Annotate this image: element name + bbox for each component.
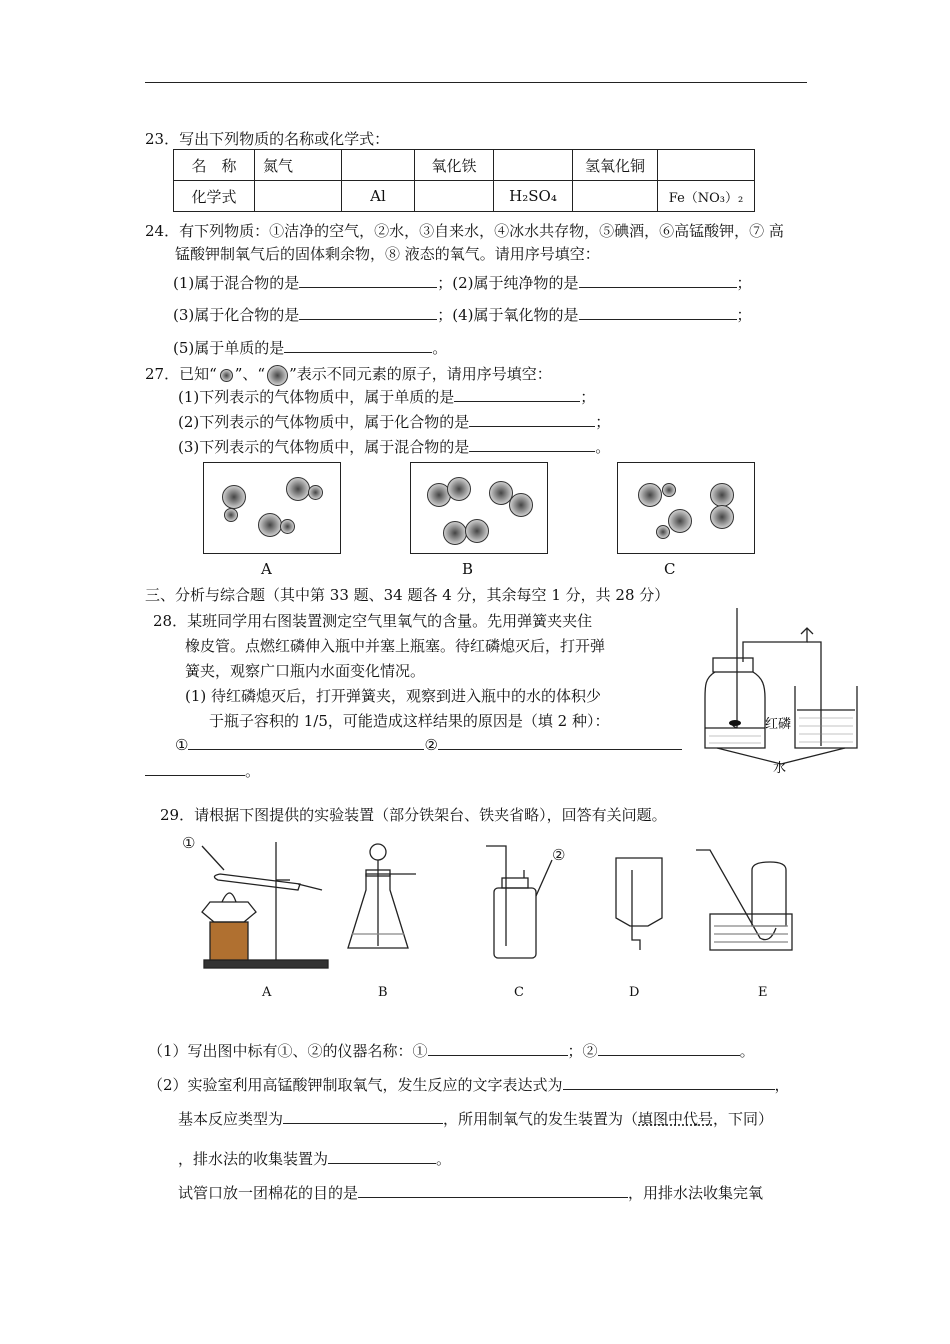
lab-apparatus-figure [180,830,820,1005]
q24-semicolon: ； [736,274,752,292]
answer-blank[interactable] [145,761,245,776]
q28-line3: 簧夹，观察广口瓶内水面变化情况。 [185,662,426,680]
q23-row-formula [174,181,755,212]
q28-line4: (1) 待红磷熄灭后，打开弹簧夹，观察到进入瓶中的水的体积少 [185,687,602,705]
apparatus-label-d: D [629,985,640,1000]
q29-part2 [148,1074,790,1095]
apparatus-b [348,844,416,948]
q28-line2: 橡皮管。点燃红磷伸入瓶中并塞上瓶塞。待红磷熄灭后，打开弹 [185,637,606,655]
q24-line2: 锰酸钾制氧气后的固体剩余物，⑧ 液态的氧气。请用序号填空： [175,245,600,263]
q23-cell: Fe（NO₃）₂ [658,181,755,212]
q24-end: 。 [432,339,448,357]
answer-blank[interactable] [188,735,424,750]
q29-intro: 29．请根据下图提供的实验装置（部分铁架台、铁夹省略），回答有关问题。 [160,806,667,824]
box-label-b: B [462,560,474,578]
q27-part2: (2)下列表示的气体物质中，属于化合物的是 [178,413,470,431]
q24-row2 [173,304,752,325]
q24-part5: (5)属于单质的是 [173,339,285,357]
q23-cell [494,150,573,181]
red-phosphorus-label: 红磷 [765,717,792,732]
q29-p4a: ，排水法的收集装置为 [178,1150,329,1168]
answer-blank[interactable] [454,387,580,402]
answer-blank[interactable] [284,338,432,353]
q28-line1: 28．某班同学用右图装置测定空气里氧气的含量。先用弹簧夹夹住 [153,612,593,630]
water-label: 水 [773,761,787,776]
q23-cell [415,181,494,212]
q24-part2: ；(2)属于纯净物的是 [437,274,579,292]
answer-blank[interactable] [598,1041,740,1056]
q23-cell: Al [342,181,415,212]
q23-cell: 名 称 [174,150,255,181]
q27-intro [145,363,552,384]
q28-end: 。 [245,762,261,780]
q27-part3: (3)下列表示的气体物质中，属于混合物的是 [178,438,470,456]
q29-p3c: 填图中代号 [638,1110,714,1128]
answer-blank[interactable] [328,1149,436,1164]
answer-blank[interactable] [358,1183,628,1198]
large-atom-icon [265,366,289,384]
answer-blank[interactable] [299,305,437,320]
q23-cell [573,181,658,212]
box-label-a: A [261,560,272,578]
apparatus-label-a: A [262,985,272,1000]
apparatus-label-b: B [378,985,388,1000]
answer-blank[interactable] [438,735,682,750]
q29-p3b: ，所用制氧气的发生装置为（ [443,1110,639,1128]
q24-part1: (1)属于混合物的是 [173,274,300,292]
answer-blank[interactable] [469,412,595,427]
q29-p2a: （2）实验室利用高锰酸钾制取氧气，发生反应的文字表达式为 [148,1076,563,1094]
apparatus-d [616,858,662,950]
q24-row3 [173,337,447,358]
answer-blank[interactable] [283,1109,443,1124]
answer-blank[interactable] [299,273,437,288]
q29-part3 [178,1108,773,1129]
small-atom-icon [217,368,235,382]
apparatus-label-e: E [758,985,768,1000]
q23-row-name [174,150,755,181]
q23-table [173,149,755,212]
q28-tail [145,760,260,781]
q27-row3 [178,436,610,457]
q27-row1 [178,386,595,407]
oxygen-apparatus-figure [695,598,875,776]
apparatus-e [696,850,792,950]
q23-cell [255,181,342,212]
q29-part4 [178,1148,451,1169]
q24-row1 [173,272,752,293]
q27-semicolon: ； [595,413,611,431]
answer-blank[interactable] [469,437,595,452]
q29-p3d: ，下同） [713,1110,774,1128]
q23-cell: 氧化铁 [415,150,494,181]
apparatus-c [486,846,565,958]
q23-cell [658,150,755,181]
answer-blank[interactable] [579,305,737,320]
q29-part5 [178,1182,763,1203]
q29-p4b: 。 [436,1150,452,1168]
mark-2-label: ② [552,846,566,864]
q24-line1: 24．有下列物质：①洁净的空气，②水，③自来水，④冰水共存物，⑤碘酒，⑥高锰酸钾，⑦ 高 [145,222,784,240]
q27-row2 [178,411,610,432]
q29-part1 [148,1040,755,1061]
q29-p1b: ；② [567,1042,598,1060]
molecule-box-b [410,462,548,554]
apparatus-label-c: C [514,985,524,1000]
q29-p5b: ，用排水法收集完氧 [628,1184,764,1202]
q23-prompt: 23．写出下列物质的名称或化学式： [145,130,390,148]
q27-intro-b: ”、“ [234,365,266,383]
q27-end: 。 [595,438,611,456]
q28-circle1: ① [175,736,189,754]
q24-semicolon: ； [736,306,752,324]
q23-cell: 氮气 [255,150,342,181]
q24-part3: (3)属于化合物的是 [173,306,300,324]
q29-p2b: ， [774,1076,790,1094]
q29-p1c: 。 [739,1042,755,1060]
q23-cell: H₂SO₄ [494,181,573,212]
q28-answers [175,735,682,754]
q24-part4: ；(4)属于氧化物的是 [437,306,579,324]
q28-line5: 于瓶子容积的 1/5，可能造成这样结果的原因是（填 2 种）： [209,712,610,730]
box-label-c: C [664,560,676,578]
header-rule [145,82,807,83]
q27-intro-c: ”表示不同元素的原子，请用序号填空： [289,365,552,383]
molecule-box-c [617,462,755,554]
q27-semicolon: ； [580,388,596,406]
q29-p5a: 试管口放一团棉花的目的是 [178,1184,359,1202]
answer-blank[interactable] [563,1075,775,1090]
q27-intro-a: 27．已知“ [145,365,217,383]
section3-title: 三、分析与综合题（其中第 33 题、34 题各 4 分，其余每空 1 分，共 28 分） [145,586,670,604]
q29-p3a: 基本反应类型为 [178,1110,284,1128]
q23-cell [342,150,415,181]
q23-cell: 氢氧化铜 [573,150,658,181]
answer-blank[interactable] [428,1041,568,1056]
apparatus-a [182,834,328,968]
q23-cell: 化学式 [174,181,255,212]
mark-1-label: ① [182,834,196,852]
q29-p1a: （1）写出图中标有①、②的仪器名称：① [148,1042,428,1060]
q27-part1: (1)下列表示的气体物质中，属于单质的是 [178,388,455,406]
molecule-box-a [203,462,341,554]
answer-blank[interactable] [579,273,737,288]
q28-circle2: ② [424,736,438,754]
